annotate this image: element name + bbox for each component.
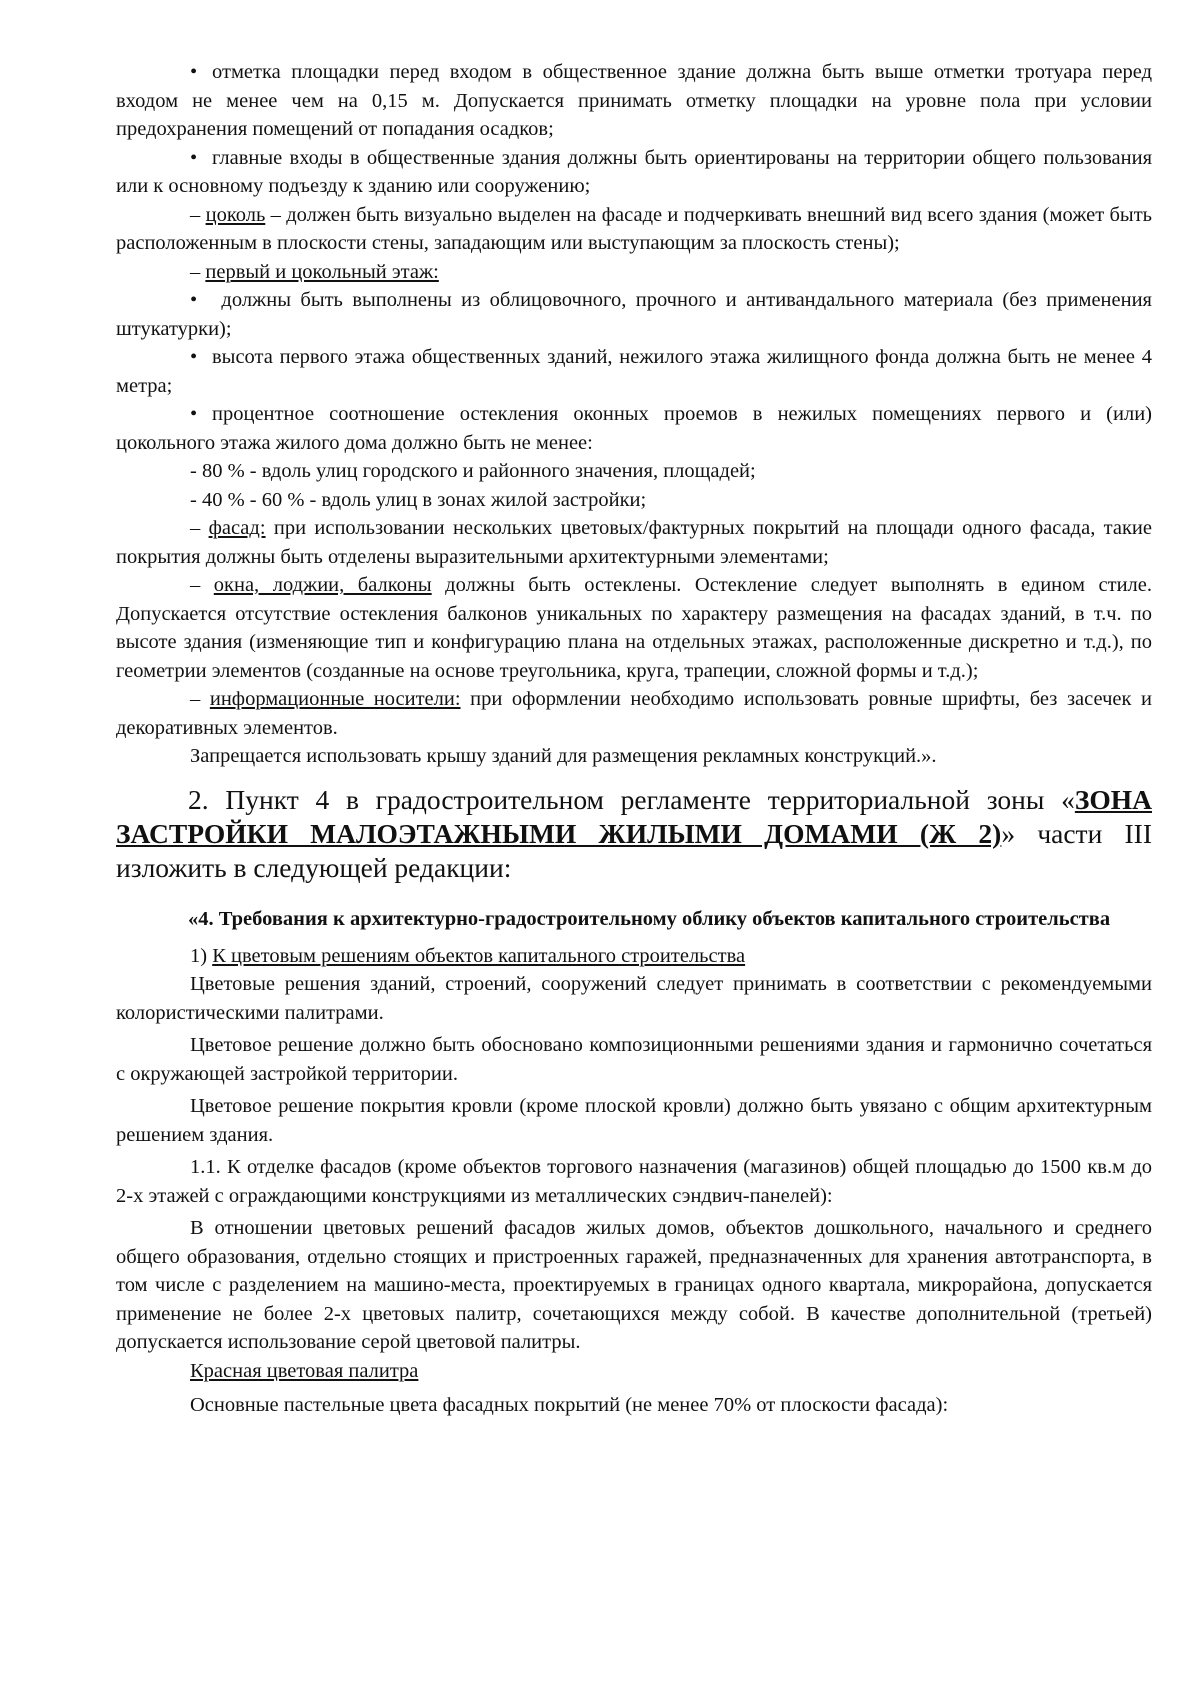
paragraph: Цветовые решения зданий, строений, сооружений следует принимать в соответствии с рекомендуемыми колористическими палитрами.: [116, 973, 1152, 1024]
palette-title-text: Красная цветовая палитра: [190, 1359, 419, 1382]
paragraph: [116, 286, 1152, 343]
paragraph-text: процентное соотношение остекления оконных проемов в нежилых помещениях первого и (или) цокольного этажа жилого дома должно быть не менее:: [116, 403, 1152, 454]
paragraph-text: – должен быть визуально выделен на фасаде и подчеркивать внешний вид всего здания (может быть расположенным в плоскости стены, западающим или выступающим за плоскость стены);: [116, 203, 1153, 254]
paragraph-text: при оформлении необходимо использовать ровные шрифты, без засечек и декоративных элементов.: [116, 688, 1153, 739]
section-heading: «4. Требования к архитектурно-градостроительному облику объектов капитального строительства: [188, 908, 1111, 930]
paragraph: В отношении цветовых решений фасадов жилых домов, объектов дошкольного, начального и среднего общего образования, отдельно стоящих и пристроенных гаражей, предназначенных для хранения автотранспорта, в том числе с разделением на машино-места, проектируемых в границах одного квартала, микрорайона, допускается применение не более 2-х цветовых палитр, сочетающихся между собой. В качестве дополнительной (третьей) допускается использование серой цветовой палитры.: [116, 1217, 1152, 1353]
subsection-text: К цветовым решениям объектов капитального строительства: [212, 944, 746, 967]
term-underlined: фасад:: [208, 517, 266, 539]
zone-name: ЗОНА ЗАСТРОЙКИ МАЛОЭТАЖНЫМИ ЖИЛЫМИ ДОМАМИ (Ж 2): [116, 783, 1152, 849]
term-underlined: первый и цокольный этаж:: [205, 260, 439, 283]
term-underlined: информационные носители:: [209, 688, 461, 710]
paragraph: [116, 144, 1152, 201]
paragraph: Запрещается использовать крышу зданий для размещения рекламных конструкций.».: [190, 745, 937, 767]
paragraph: [116, 58, 1152, 144]
paragraph: [116, 571, 1152, 685]
paragraph: Цветовое решение должно быть обосновано композиционными решениями здания и гармонично сочетаться с окружающей застройкой территории.: [116, 1034, 1152, 1085]
paragraph-text: высота первого этажа общественных зданий, нежилого этажа жилищного фонда должна быть не менее 4 метра;: [116, 346, 1152, 397]
paragraph: - 80 % - вдоль улиц городского и районного значения, площадей;: [190, 460, 756, 482]
paragraph: [116, 685, 1152, 742]
paragraph: - 40 % - 60 % - вдоль улиц в зонах жилой застройки;: [190, 488, 647, 511]
term-underlined: цоколь: [205, 203, 266, 226]
paragraph: [116, 400, 1152, 457]
paragraph: [116, 258, 1152, 287]
term-underlined: окна, лоджии, балконы: [213, 574, 432, 596]
paragraph: 1.1. К отделке фасадов (кроме объектов торгового назначения (магазинов) общей площадью до 1500 кв.м до 2-х этажей с ограждающими конструкциями из металлических сэндвич-панелей):: [116, 1156, 1152, 1207]
paragraph: Цветовое решение покрытия кровли (кроме плоской кровли) должно быть увязано с общим архитектурным решением здания.: [116, 1095, 1152, 1146]
paragraph: [116, 514, 1152, 571]
paragraph-text: должны быть выполнены из облицовочного, прочного и антивандального материала (без применения штукатурки);: [116, 289, 1152, 340]
amendment-heading: [116, 783, 1152, 885]
amendment-text: 2. Пункт 4 в градостроительном регламенте территориальной зоны «: [188, 783, 1075, 815]
dash: –: [190, 517, 209, 539]
dash: –: [190, 688, 210, 710]
paragraph-text: при использовании нескольких цветовых/фактурных покрытий на площади одного фасада, такие покрытия должны быть отделены выразительными архитектурными элементами;: [116, 517, 1152, 568]
paragraph: [116, 343, 1152, 400]
dash: –: [190, 260, 206, 283]
amendment-text: » части III изложить в следующей редакции:: [116, 817, 1152, 883]
paragraph: [116, 201, 1152, 258]
subsection-number: 1): [190, 944, 213, 967]
paragraph-text: главные входы в общественные здания должны быть ориентированы на территории общего пользования или к основному подъезду к зданию или сооружению;: [116, 146, 1152, 197]
palette-title: [116, 1357, 1152, 1386]
subsection-title: [116, 942, 1152, 971]
paragraph: Основные пастельные цвета фасадных покрытий (не менее 70% от плоскости фасада):: [190, 1394, 949, 1416]
document-body: [116, 58, 1152, 1420]
paragraph-text: отметка площадки перед входом в общественное здание должна быть выше отметки тротуара перед входом не менее чем на 0,15 м. Допускается принимать отметку площадки на уровне пола при условии предохранения помещений от попадания осадков;: [116, 61, 1152, 140]
paragraph-text: должны быть остеклены. Остекление следует выполнять в едином стиле. Допускается отсутствие остекления балконов уникальных по характеру размещения на фасадах зданий, в т.ч. по высоте здания (изменяющие тип и конфигурацию плана на отдельных этажах, расположенные дискретно и т.д.), по геометрии элементов (созданные на основе треугольника, круга, трапеции, сложной формы и т.д.);: [116, 574, 1152, 682]
dash: –: [190, 203, 206, 226]
dash: –: [190, 574, 214, 596]
